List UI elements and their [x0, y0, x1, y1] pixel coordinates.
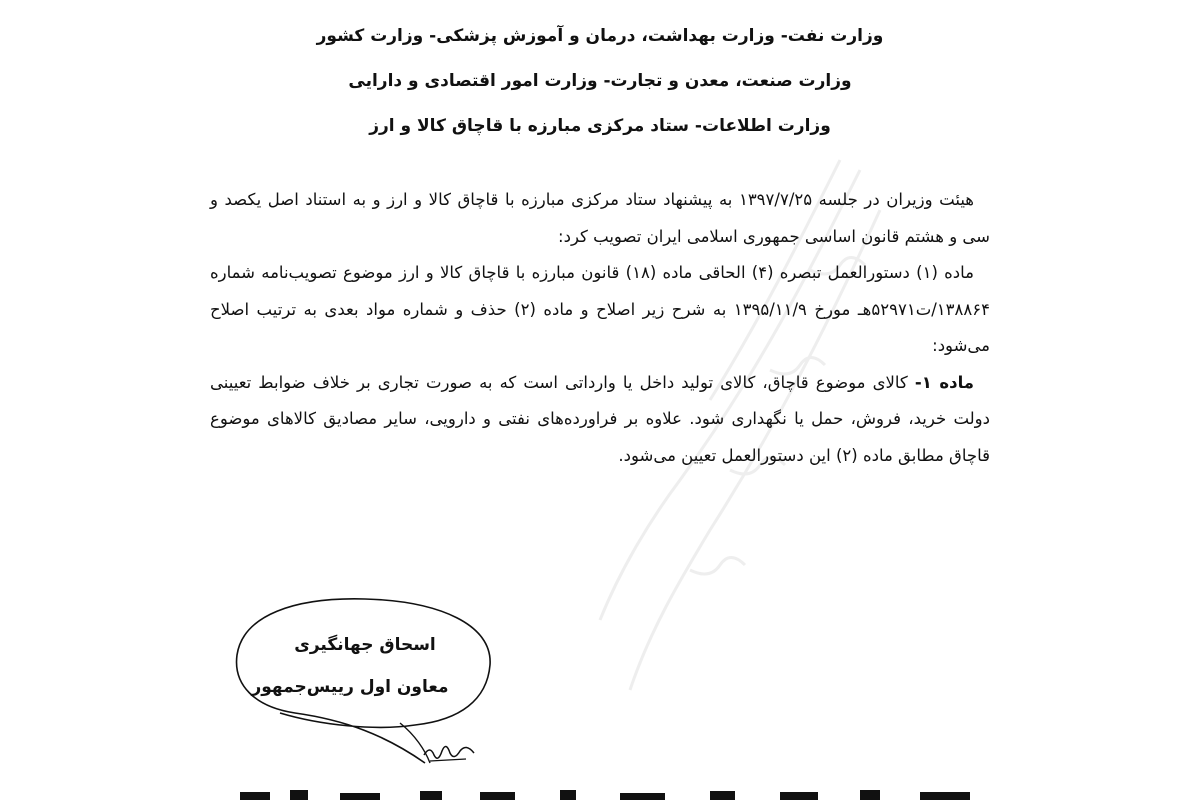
decree-body — [210, 182, 990, 474]
recipients-line-1: وزارت نفت- وزارت بهداشت، درمان و آموزش پزشکی- وزارت کشور — [316, 26, 884, 46]
signatory-title: معاون اول رییس‌جمهور — [251, 677, 449, 697]
article-1-label: ماده ۱- — [914, 372, 974, 392]
article-1-text: کالای موضوع قاچاق، کالای تولید داخل یا وارداتی است که به صورت تجاری بر خلاف ضوابط تعیینی دولت خرید، فروش، حمل یا نگهداری شود. علاوه بر فراورده‌های نفتی و دارویی، سایر مصادیق کالاهای موضوع قاچاق مطابق ماده (۲) این دستورالعمل تعیین می‌شود. — [210, 372, 990, 465]
recipients-line-2: وزارت صنعت، معدن و تجارت- وزارت امور اقتصادی و دارایی — [348, 71, 852, 91]
intro-paragraph: هیئت وزیران در جلسه ۱۳۹۷/۷/۲۵ به پیشنهاد ستاد مرکزی مبارزه با قاچاق کالا و ارز و به استناد اصل یکصد و سی و هشتم قانون اساسی جمهوری اسلامی ایران تصویب کرد: — [210, 190, 990, 246]
clause-paragraph: ماده (۱) دستورالعمل تبصره (۴) الحاقی ماده (۱۸) قانون مبارزه با قاچاق کالا و ارز موضوع تصویب‌نامه شماره ۱۳۸۸۶۴/ت۵۲۹۷۱هـ مورخ ۱۳۹۵/۱۱/۹ به شرح زیر اصلاح و ماده (۲) حذف و شماره مواد بعدی به ترتیب اصلاح می‌شود: — [210, 263, 990, 355]
signature-block — [225, 585, 515, 775]
signatory-name: اسحاق جهانگیری — [294, 635, 436, 655]
recipients-line-3: وزارت اطلاعات- ستاد مرکزی مبارزه با قاچاق کالا و ارز — [369, 116, 831, 136]
handwritten-signature — [420, 735, 480, 765]
article-1-paragraph — [210, 365, 990, 475]
recipients-header — [240, 14, 960, 149]
cut-off-text-line — [230, 786, 990, 800]
